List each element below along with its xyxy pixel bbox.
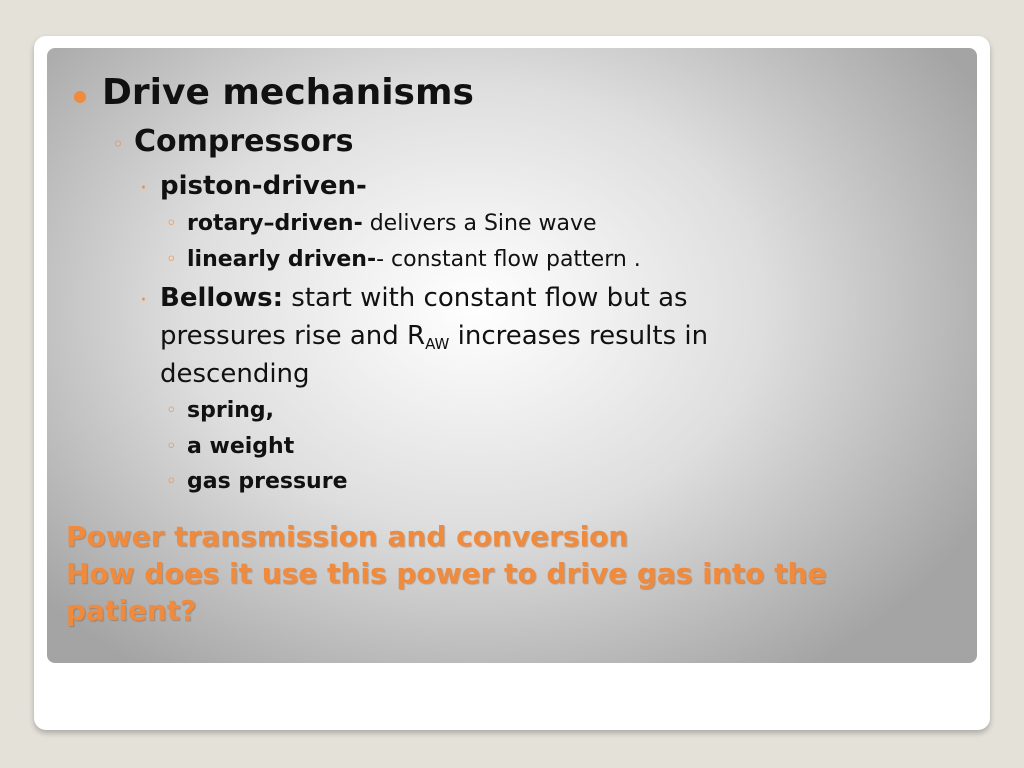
item-weight: a weight: [187, 434, 295, 459]
item-gas-pressure: gas pressure: [187, 469, 348, 494]
item-bellows-line1: Bellows: start with constant flow but as: [160, 283, 688, 313]
item-bellows-line3: descending: [160, 359, 310, 389]
slide-title: [66, 518, 946, 629]
ring-bullet-icon: ◦: [166, 249, 177, 270]
item-bellows-line2: pressures rise and $R_{AW}$ increases results in: [160, 321, 709, 353]
ring-bullet-icon: ◦: [166, 400, 177, 421]
ring-bullet-icon: ◦: [166, 436, 177, 457]
dot-bullet-icon: ·: [140, 176, 147, 201]
ring-bullet-icon: ◦: [112, 132, 124, 156]
item-spring: spring,: [187, 398, 275, 423]
slide-title-line3: patient?: [66, 594, 197, 627]
item-linearly-driven: linearly driven-- constant flow pattern .: [187, 247, 641, 272]
ring-bullet-icon: ◦: [166, 213, 177, 234]
slide-title-line1: Power transmission and conversion: [66, 520, 629, 553]
filled-bullet-icon: [74, 91, 86, 103]
slide-title-line2: How does it use this power to drive gas into the: [66, 557, 827, 590]
subheading-compressors: Compressors: [134, 124, 354, 159]
dot-bullet-icon: ·: [140, 288, 147, 313]
heading-drive-mechanisms: Drive mechanisms: [102, 72, 474, 113]
item-rotary-driven: rotary–driven- delivers a Sine wave: [187, 211, 597, 236]
ring-bullet-icon: ◦: [166, 471, 177, 492]
item-piston-driven: piston-driven-: [160, 171, 367, 201]
